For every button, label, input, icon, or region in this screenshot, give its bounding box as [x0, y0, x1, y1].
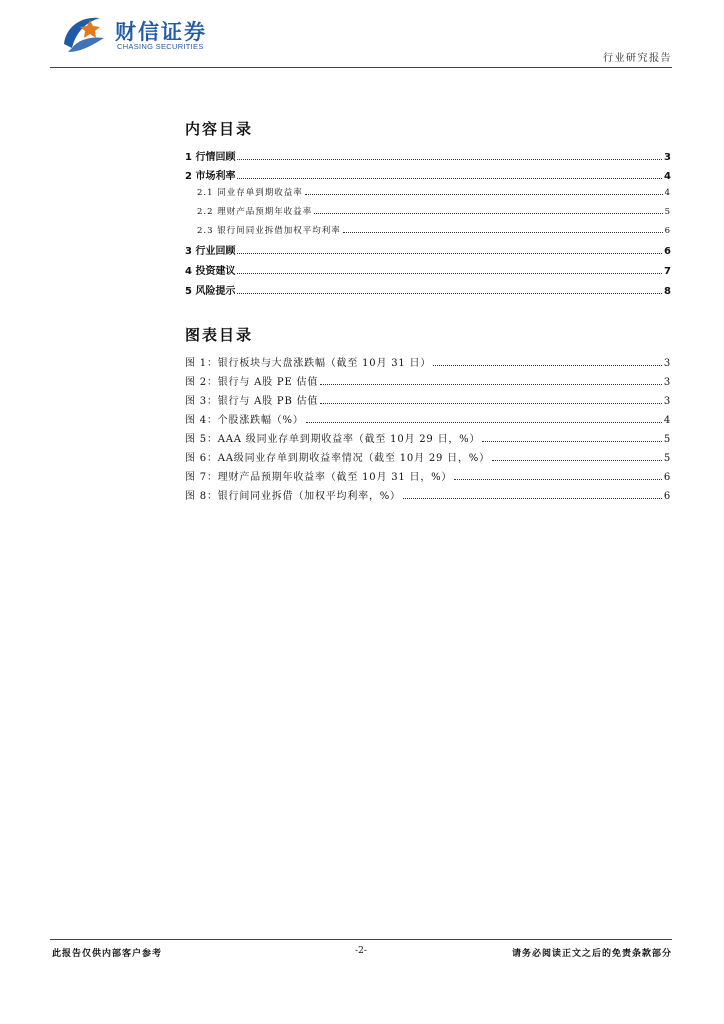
footer-disclaimer-right: 请务必阅读正文之后的免责条款部分 [511, 949, 672, 959]
toc-entry[interactable] [185, 167, 671, 182]
figure-entry-text: 图 5：AAA 级同业存单到期收益率（截至 10月 29 日，%） [185, 434, 481, 445]
leader-dots [306, 422, 662, 423]
figure-entry-text: 图 6：AA级同业存单到期收益率情况（截至 10月 29 日，%） [185, 453, 490, 464]
logo-text-en: CHASING SECURITIES [117, 42, 204, 51]
figure-entry-text: 图 2：银行与 A股 PE 估值 [185, 377, 319, 388]
toc-entry-page: 8 [664, 286, 671, 297]
toc-entry-page: 4 [664, 171, 671, 182]
figure-entry[interactable] [185, 468, 671, 483]
leader-dots [237, 293, 662, 294]
figure-entry-page: 3 [663, 377, 671, 388]
toc-entry[interactable] [185, 282, 671, 297]
toc-entry-page: 4 [664, 188, 671, 198]
toc-entry-page: 6 [664, 226, 671, 236]
toc-entry-page: 5 [664, 207, 671, 217]
leader-dots [492, 460, 662, 461]
toc-entry-text: 2.3 银行间同业拆借加权平均利率 [197, 226, 341, 236]
leader-dots [320, 384, 662, 385]
figure-entry-page: 3 [663, 396, 671, 407]
figure-entry-page: 5 [663, 453, 671, 464]
figure-entry-text: 图 4：个股涨跌幅（%） [185, 415, 304, 426]
figure-entry[interactable] [185, 373, 671, 388]
toc-subentry[interactable] [197, 224, 671, 236]
toc-entry-text: 2.2 理财产品预期年收益率 [197, 207, 313, 217]
header-divider [50, 67, 672, 68]
toc-entry-text: 4 投资建议 [185, 266, 236, 277]
toc-entry-page: 6 [664, 246, 671, 257]
leader-dots [237, 159, 662, 160]
figure-entry[interactable] [185, 430, 671, 445]
leader-dots [237, 273, 662, 274]
toc-entry[interactable] [185, 148, 671, 163]
page-number: -2- [355, 946, 367, 956]
leader-dots [403, 498, 662, 499]
toc-entry-text: 5 风险提示 [185, 286, 236, 297]
figure-entry-page: 6 [663, 472, 671, 483]
figure-entry[interactable] [185, 411, 671, 426]
leader-dots [320, 403, 662, 404]
logo-mark-icon [60, 14, 106, 54]
toc-entry[interactable] [185, 262, 671, 277]
toc-subentry[interactable] [197, 186, 671, 198]
figure-entry-page: 3 [663, 358, 671, 369]
figure-entry[interactable] [185, 392, 671, 407]
leader-dots [237, 178, 662, 179]
footer-divider [50, 939, 672, 940]
leader-dots [305, 194, 663, 195]
figure-entry[interactable] [185, 449, 671, 464]
toc-entry-text: 1 行情回顾 [185, 152, 236, 163]
leader-dots [454, 479, 662, 480]
leader-dots [482, 441, 662, 442]
figure-entry[interactable] [185, 354, 671, 369]
toc-entry[interactable] [185, 242, 671, 257]
toc-title: 内容目录 [185, 120, 254, 138]
figure-entry-page: 4 [663, 415, 671, 426]
figure-entry-text: 图 1：银行板块与大盘涨跌幅（截至 10月 31 日） [185, 358, 432, 369]
toc-entry-text: 2.1 同业存单到期收益率 [197, 188, 303, 198]
toc-entry-page: 3 [664, 152, 671, 163]
leader-dots [237, 253, 662, 254]
leader-dots [343, 232, 663, 233]
figure-entry-text: 图 7：理财产品预期年收益率（截至 10月 31 日，%） [185, 472, 453, 483]
toc-entry-page: 7 [664, 266, 671, 277]
figure-entry-text: 图 8：银行间同业拆借（加权平均利率，%） [185, 491, 401, 502]
figure-entry[interactable] [185, 487, 671, 502]
page-header [50, 10, 672, 68]
page-footer [50, 939, 672, 959]
company-logo [60, 12, 260, 58]
logo-text-cn: 财信证券 [115, 20, 207, 44]
toc-entry-text: 2 市场利率 [185, 171, 236, 182]
figure-entry-text: 图 3：银行与 A股 PB 估值 [185, 396, 319, 407]
figure-entry-page: 5 [663, 434, 671, 445]
figure-entry-page: 6 [663, 491, 671, 502]
toc-entry-text: 3 行业回顾 [185, 246, 236, 257]
toc-subentry[interactable] [197, 205, 671, 217]
leader-dots [433, 365, 662, 366]
leader-dots [314, 213, 662, 214]
footer-disclaimer-left: 此报告仅供内部客户参考 [52, 949, 163, 959]
report-type-label: 行业研究报告 [603, 53, 672, 64]
figure-list-title: 图表目录 [185, 326, 254, 344]
